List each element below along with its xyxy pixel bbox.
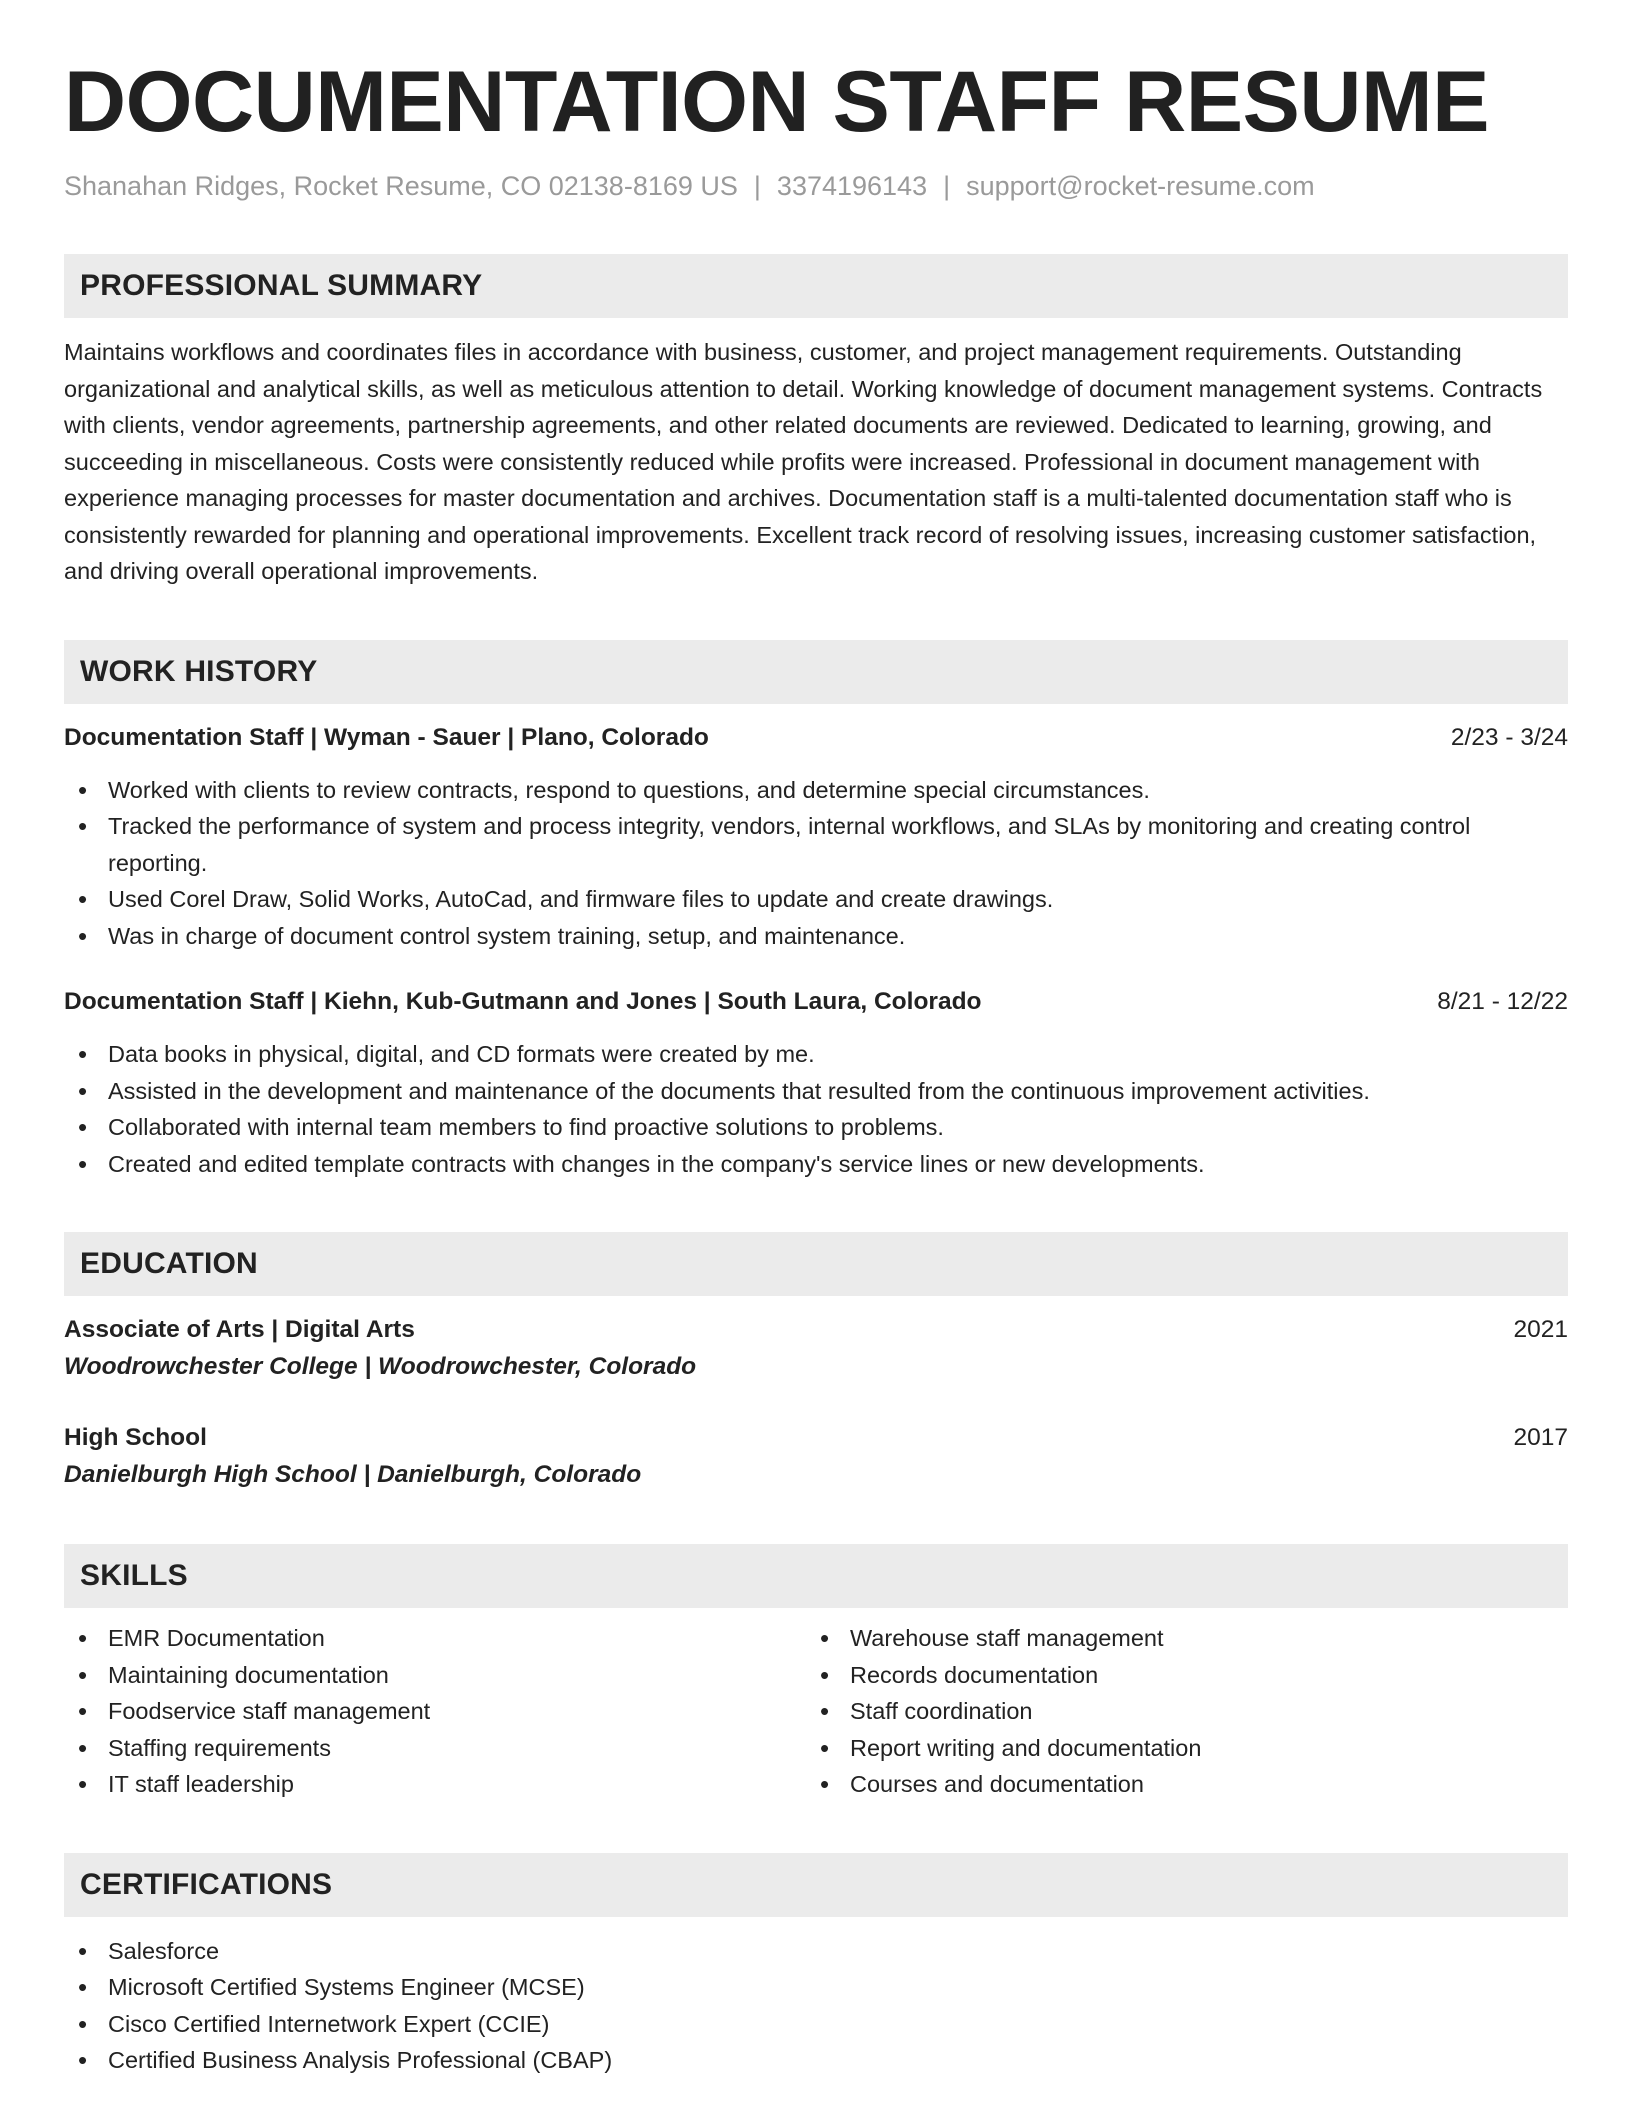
section-header-summary bbox=[64, 254, 1568, 318]
contact-phone: 3374196143 bbox=[776, 171, 928, 201]
education-degree: High School bbox=[64, 1424, 207, 1451]
section-header-work-history bbox=[64, 640, 1568, 704]
job-header bbox=[64, 984, 1568, 1020]
list-item: • Certified Business Analysis Professional (CBAP) bbox=[64, 2042, 1568, 2079]
education-degree: Associate of Arts | Digital Arts bbox=[64, 1316, 415, 1343]
education-header bbox=[64, 1420, 1568, 1456]
section-title: WORK HISTORY bbox=[80, 654, 318, 688]
list-item: • Collaborated with internal team members to find proactive solutions to problems. bbox=[64, 1109, 1568, 1146]
education-header bbox=[64, 1312, 1568, 1348]
contact-address: Shanahan Ridges, Rocket Resume, CO 02138-8169 US bbox=[64, 171, 738, 201]
contact-separator: | bbox=[753, 171, 761, 201]
job-entry bbox=[64, 720, 1568, 955]
list-item: • Records documentation bbox=[806, 1657, 1548, 1694]
skills-list-left bbox=[64, 1620, 806, 1803]
certifications-list bbox=[64, 1933, 1568, 2079]
education-school: Danielburgh High School | Danielburgh, Colorado bbox=[64, 1461, 642, 1488]
list-item: • Courses and documentation bbox=[806, 1766, 1548, 1803]
list-item: • Assisted in the development and maintenance of the documents that resulted from the continuous improvement activities. bbox=[64, 1073, 1568, 1110]
list-item: • Used Corel Draw, Solid Works, AutoCad, and firmware files to update and create drawings. bbox=[64, 881, 1568, 918]
section-title: PROFESSIONAL SUMMARY bbox=[80, 269, 483, 302]
job-dates: 8/21 - 12/22 bbox=[1437, 988, 1568, 1015]
section-title: CERTIFICATIONS bbox=[80, 1867, 333, 1901]
education-school: Woodrowchester College | Woodrowchester, Colorado bbox=[64, 1353, 697, 1380]
list-item: • Foodservice staff management bbox=[64, 1693, 806, 1730]
job-title: Documentation Staff | Kiehn, Kub-Gutmann and Jones | South Laura, Colorado bbox=[64, 988, 982, 1015]
list-item: • Created and edited template contracts with changes in the company's service lines or new developments. bbox=[64, 1146, 1568, 1183]
education-year: 2021 bbox=[1513, 1316, 1568, 1343]
section-title: EDUCATION bbox=[80, 1247, 258, 1280]
job-entry bbox=[64, 984, 1568, 1182]
list-item: • IT staff leadership bbox=[64, 1766, 806, 1803]
list-item: • Was in charge of document control system training, setup, and maintenance. bbox=[64, 918, 1568, 955]
job-bullets bbox=[64, 1036, 1568, 1182]
list-item: • Worked with clients to review contracts, respond to questions, and determine special circumstances. bbox=[64, 772, 1568, 809]
list-item: • Maintaining documentation bbox=[64, 1657, 806, 1694]
section-header-education bbox=[64, 1232, 1568, 1296]
contact-email: support@rocket-resume.com bbox=[966, 171, 1315, 201]
skills-columns bbox=[64, 1620, 1568, 1803]
list-item: • Report writing and documentation bbox=[806, 1730, 1548, 1767]
list-item: • Salesforce bbox=[64, 1933, 1568, 1970]
skills-list-right bbox=[806, 1620, 1548, 1803]
section-title: SKILLS bbox=[80, 1559, 188, 1592]
job-bullets bbox=[64, 772, 1568, 955]
list-item: • Staffing requirements bbox=[64, 1730, 806, 1767]
contact-separator: | bbox=[943, 171, 951, 201]
list-item: • Data books in physical, digital, and CD formats were created by me. bbox=[64, 1036, 1568, 1073]
section-header-certifications bbox=[64, 1853, 1568, 1917]
list-item: • Cisco Certified Internetwork Expert (CCIE) bbox=[64, 2006, 1568, 2043]
job-dates: 2/23 - 3/24 bbox=[1450, 723, 1568, 751]
job-header bbox=[64, 720, 1568, 756]
education-year: 2017 bbox=[1513, 1424, 1568, 1451]
summary-text: Maintains workflows and coordinates files in accordance with business, customer, and project management requirements. Outstanding organizational and analytical skills, as well as meticulous attention to detail. Working knowledge of document management systems. Contracts with clients, vendor agreements, partnership agreements, and other related documents are reviewed. Dedicated to learning, growing, and succeeding in miscellaneous. Costs were consistently reduced while profits were increased. Professional in document management with experience managing processes for master documentation and archives. Documentation staff is a multi-talented documentation staff who is consistently rewarded for planning and operational improvements. Excellent track record of resolving issues, increasing customer satisfaction, and driving overall operational improvements. bbox=[64, 339, 1543, 584]
contact-line bbox=[64, 168, 1568, 204]
list-item: • Tracked the performance of system and process integrity, vendors, internal workflows, and SLAs by monitoring and creating control reporting. bbox=[64, 808, 1568, 881]
list-item: • EMR Documentation bbox=[64, 1620, 806, 1657]
section-header-skills bbox=[64, 1544, 1568, 1608]
education-entry bbox=[64, 1312, 1568, 1386]
list-item: • Microsoft Certified Systems Engineer (MCSE) bbox=[64, 1969, 1568, 2006]
resume-title: DOCUMENTATION STAFF RESUME bbox=[64, 54, 1490, 150]
list-item: • Staff coordination bbox=[806, 1693, 1548, 1730]
list-item: • Warehouse staff management bbox=[806, 1620, 1548, 1657]
job-title: Documentation Staff | Wyman - Sauer | Plano, Colorado bbox=[64, 723, 709, 751]
education-entry bbox=[64, 1420, 1568, 1494]
